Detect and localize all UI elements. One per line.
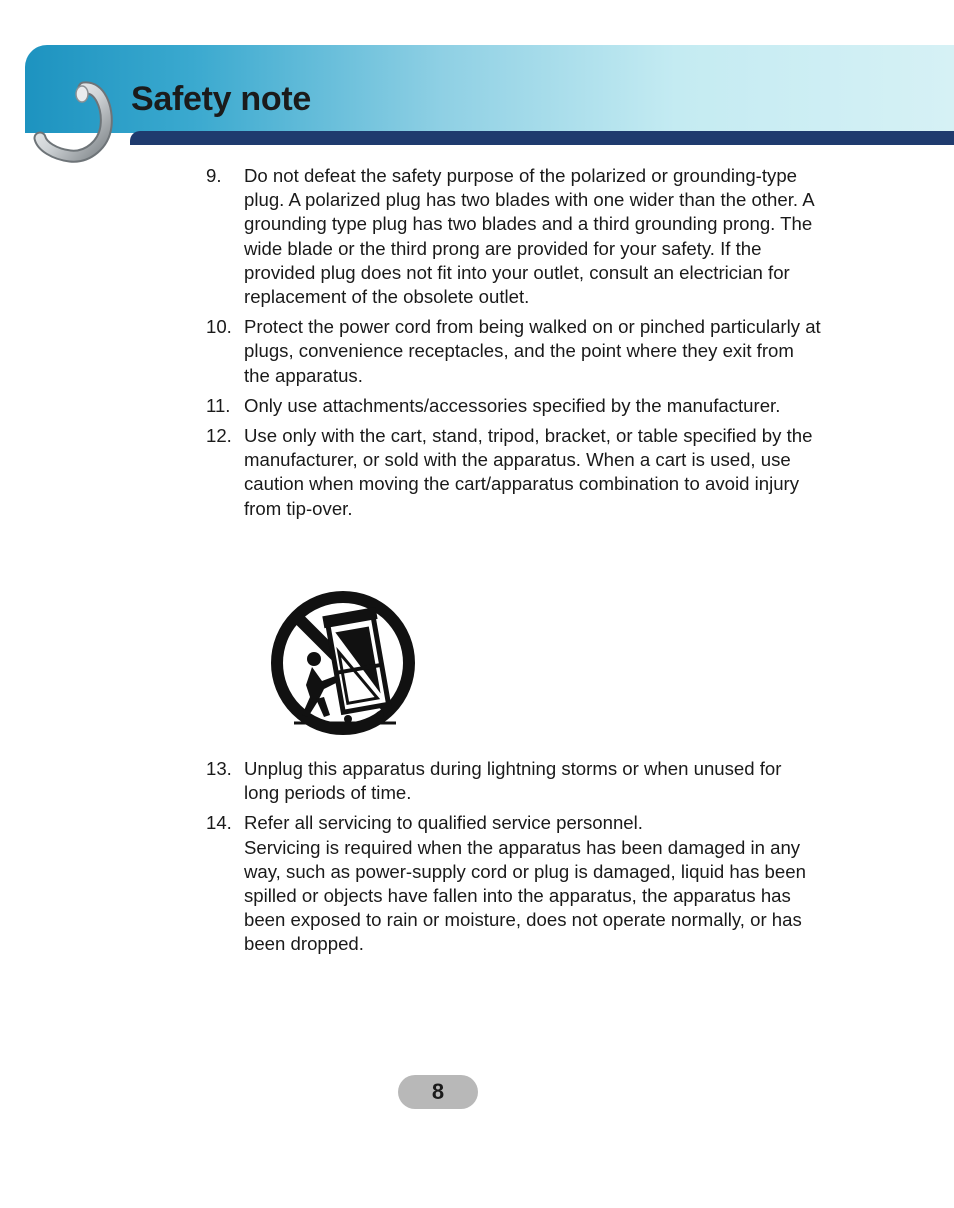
list-item [206, 394, 821, 418]
list-item [206, 811, 821, 956]
page-number-badge [398, 1075, 478, 1109]
header-underline [130, 131, 954, 145]
safety-list-part-2 [206, 757, 821, 963]
item-text: Only use attachments/accessories specified by the manufacturer. [244, 394, 781, 416]
list-item [206, 757, 821, 805]
ring-binder-icon [30, 78, 130, 178]
cart-tip-over-warning-icon [268, 589, 418, 737]
item-text: Refer all servicing to qualified service personnel. [244, 812, 643, 834]
item-number: 13. [206, 758, 232, 779]
item-text: Do not defeat the safety purpose of the polarized or grounding-type plug. A polarized plug has two blades with one wider than the other. A grounding type plug has two blades and a third grounding prong. The wide blade or the third prong are provided for your safety. If the provided plug does not fit into your outlet, consult an electrician for replacement of the obsolete outlet. [244, 165, 814, 308]
item-number: 11. [206, 394, 231, 416]
item-number: 9. [206, 165, 222, 186]
item-detail: Servicing is required when the apparatus has been damaged in any way, such as power-supply cord or plug is damaged, liquid has been spilled or objects have fallen into the apparatus, the apparatus has been exposed to rain or moisture, does not operate normally, or has been dropped. [244, 836, 806, 955]
item-number: 14. [206, 812, 232, 834]
safety-list-part-1 [206, 164, 821, 527]
item-text: Protect the power cord from being walked on or pinched particularly at plugs, convenience receptacles, and the point where they exit from the apparatus. [244, 316, 821, 386]
page-number: 8 [431, 1079, 445, 1104]
page-title: Safety note [131, 80, 311, 118]
list-item [206, 164, 821, 309]
item-number: 12. [206, 425, 232, 447]
item-number: 10. [206, 316, 232, 338]
list-item [206, 424, 821, 521]
item-text: Use only with the cart, stand, tripod, bracket, or table specified by the manufacturer, or sold with the apparatus. When a cart is used, use caution when moving the cart/apparatus combination to avoid injury from tip-over. [244, 425, 813, 519]
item-text: Unplug this apparatus during lightning storms or when unused for long periods of time. [244, 758, 782, 804]
list-item [206, 315, 821, 388]
